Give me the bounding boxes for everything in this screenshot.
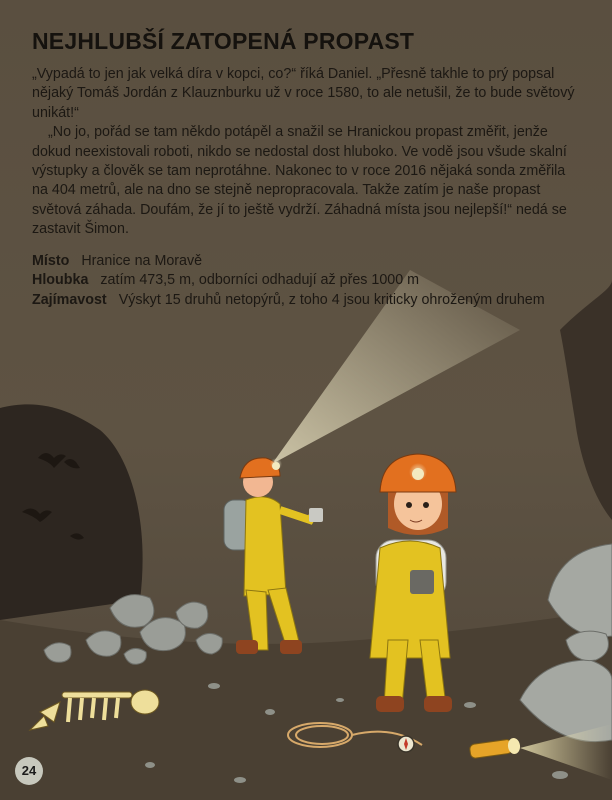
fact-depth (32, 271, 582, 291)
fact-value: Výskyt 15 druhů netopýrů, z toho 4 jsou kriticky ohroženým druhem (118, 291, 545, 308)
cave-wall-right (560, 280, 612, 520)
article (32, 28, 582, 310)
caver-boy (224, 458, 323, 654)
fact-value: zatím 473,5 m, odborníci odhadují až přes 1000 m (100, 272, 420, 289)
paragraph-1: „Vypadá to jen jak velká díra v kopci, co?“ říká Daniel. „Přesně takhle to prý popsal nějaký Tomáš Jordán z Klauznburku už v roce 1580, to ale netušil, že to bude světový unikát!“ (32, 66, 575, 121)
fact-key: Místo (32, 252, 70, 269)
page-title: NEJHLUBŠÍ ZATOPENÁ PROPAST (32, 28, 415, 54)
fact-location (32, 252, 582, 272)
fact-key: Hloubka (32, 272, 89, 289)
fact-key: Zajímavost (32, 291, 107, 308)
cave-wall-left (0, 404, 143, 620)
page-number: 24 (15, 757, 43, 785)
compass-icon (398, 736, 414, 752)
fact-value: Hranice na Moravě (81, 252, 203, 269)
fact-list (32, 252, 582, 311)
paragraph-2: „No jo, pořád se tam někdo potápěl a snažil se Hranickou propast změřit, jenže dokud neexistovali roboti, nikdo se nedostal dost hluboko. Ve vodě jsou všude skalní výstupky a člověk se tam neprotáhne. Nakonec to v roce 2016 nějaká sonda změřila na 404 metrů, ale na dno se stejně nepropracovala. Takže zatím je naše propast světová záhada. Doufám, že jí to ještě vydrží. Záhadná místa jsou nejlepší!“ nedá se zastavit Šimon. (32, 124, 567, 238)
fact-curiosity (32, 291, 582, 311)
